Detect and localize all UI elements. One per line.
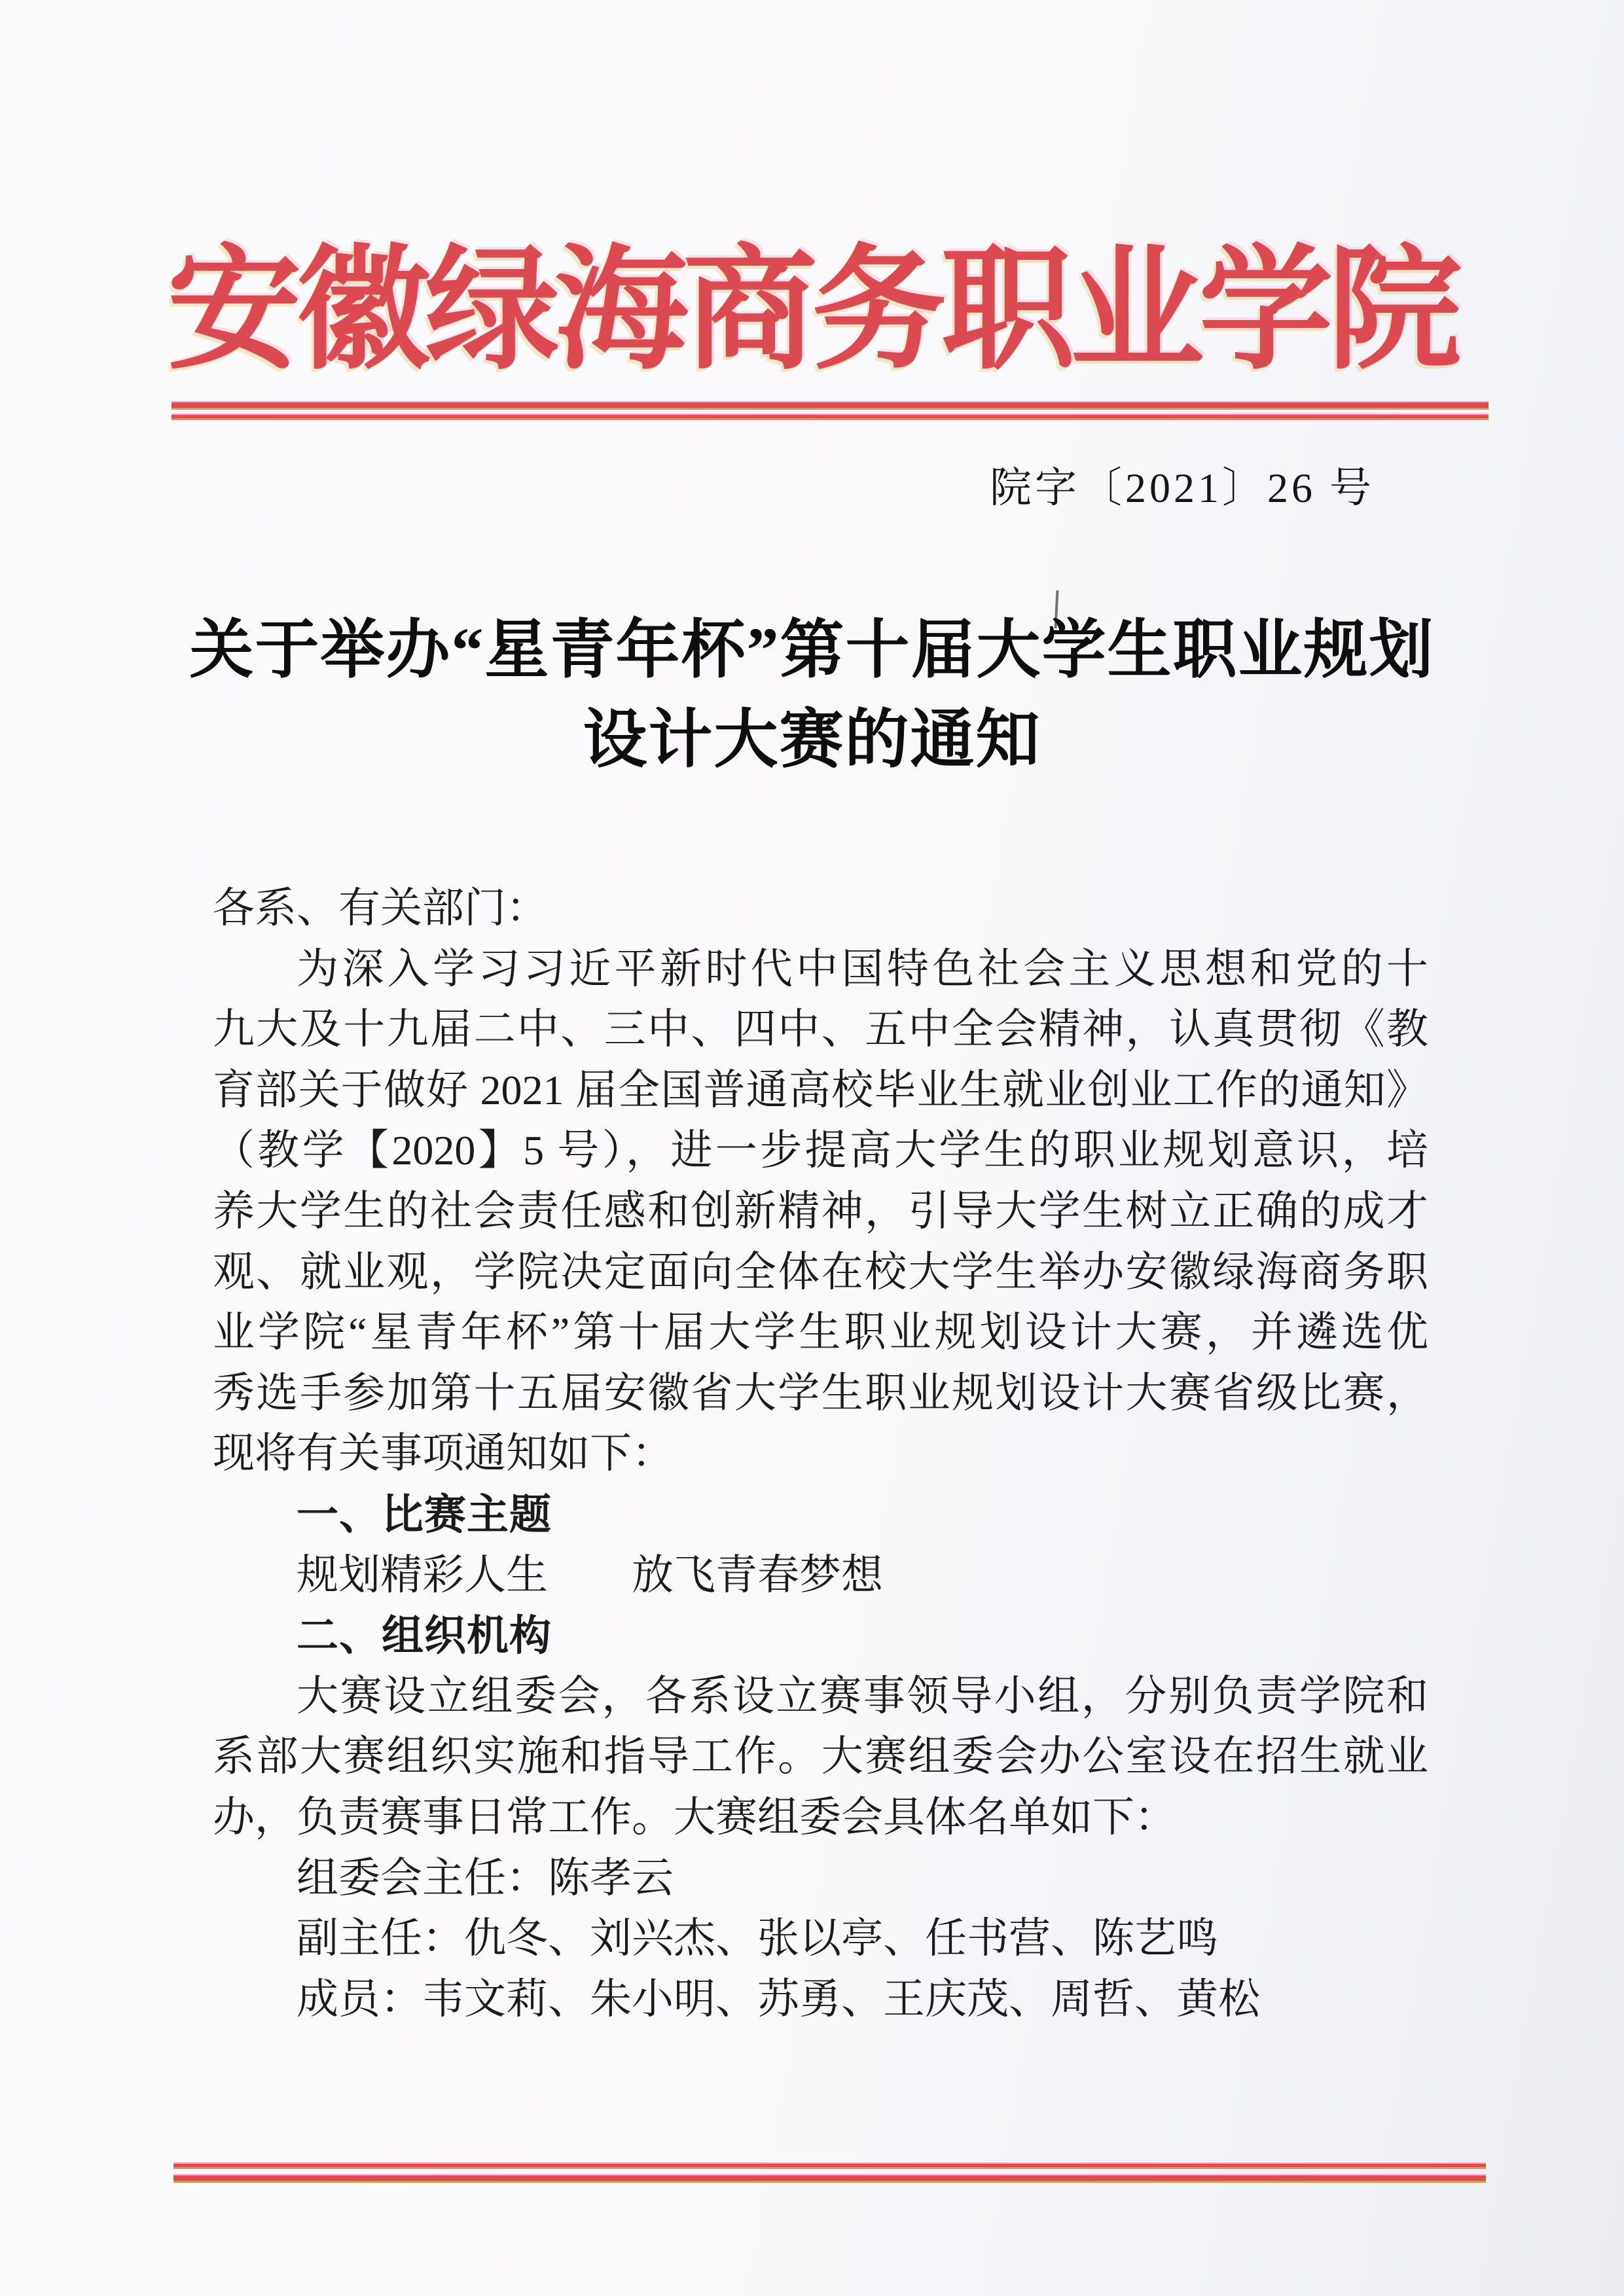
body-line: 办，负责赛事日常工作。大赛组委会具体名单如下： [213,1793,1176,1840]
body-line-deputies: 副主任：仇冬、刘兴杰、张以亭、任书营、陈艺鸣 [297,1915,1218,1962]
body-line: 养大学生的社会责任感和创新精神，引导大学生树立正确的成才 [213,1187,1428,1234]
footer-divider [173,2162,1486,2183]
body-line: 现将有关事项通知如下： [213,1430,674,1477]
section-heading-1: 一、比赛主题 [297,1490,552,1538]
letterhead-divider [171,401,1489,420]
body-line: （教学【2020】5 号），进一步提高大学生的职业规划意识，培 [213,1127,1428,1174]
body-line: 系部大赛组织实施和指导工作。大赛组委会办公室设在招生就业 [213,1733,1428,1780]
body-line-theme: 规划精彩人生 放飞青春梦想 [297,1551,883,1598]
document-title [0,606,1624,785]
divider-stripe-thick [171,401,1489,410]
body-line: 观、就业观，学院决定面向全体在校大学生举办安徽绿海商务职 [213,1248,1428,1295]
body-line-director: 组委会主任：陈孝云 [297,1854,674,1901]
divider-stripe-thin [173,2162,1486,2169]
divider-gap [173,2169,1486,2174]
divider-stripe-thick [173,2174,1486,2183]
body-line: 秀选手参加第十五届安徽省大学生职业规划设计大赛省级比赛， [213,1369,1428,1416]
divider-stripe-thin [171,414,1489,420]
body-line: 为深入学习习近平新时代中国特色社会主义思想和党的十 [297,945,1428,992]
body-line: 业学院“星青年杯”第十届大学生职业规划设计大赛，并遴选优 [213,1309,1428,1356]
body-line: 九大及十九届二中、三中、四中、五中全会精神，认真贯彻《教 [213,1006,1428,1053]
school-letterhead: 安徽绿海商务职业学院 [167,237,1457,386]
document-body [213,878,1428,2030]
body-line: 大赛设立组委会，各系设立赛事领导小组，分别负责学院和 [297,1672,1428,1719]
section-heading-2: 二、组织机构 [297,1612,552,1660]
title-line-2: 设计大赛的通知 [583,705,1041,776]
body-line-salutation: 各系、有关部门： [213,885,548,931]
body-line-members: 成员：韦文莉、朱小明、苏勇、王庆茂、周哲、黄松 [297,1975,1260,2022]
body-line: 育部关于做好 2021 届全国普通高校毕业生就业创业工作的通知》 [213,1066,1428,1113]
document-number: 院字〔2021〕26 号 [990,465,1375,511]
title-line-1: 关于举办“星青年杯”第十届大学生职业规划 [189,615,1435,686]
